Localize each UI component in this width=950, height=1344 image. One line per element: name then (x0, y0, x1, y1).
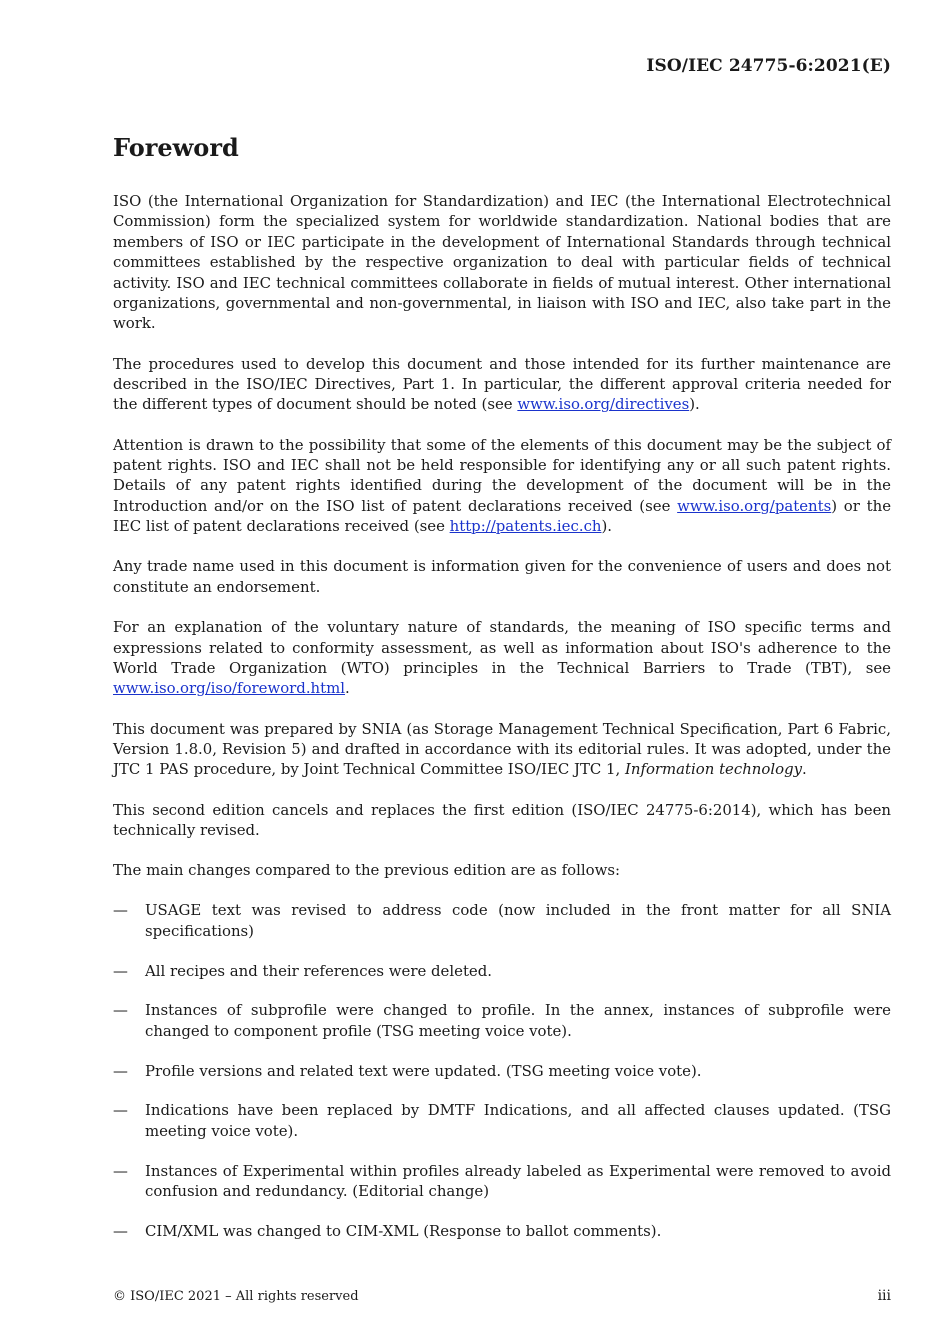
list-item (113, 1061, 891, 1081)
page-number: iii (877, 1288, 891, 1304)
paragraph-text: . (802, 760, 807, 779)
paragraph-text: Attention is drawn to the possibility that some of the elements of this document may be the subject of patent rights. ISO and IEC shall not be held responsible for identifying any or all such patent rights. Details of any patent rights identified during the development of the document will be in the Introduction and/or on the ISO list of patent declarations received (see (113, 435, 891, 515)
list-dash: — (113, 901, 128, 920)
iso-patents-link[interactable]: www.iso.org/patents (677, 496, 832, 515)
iec-patents-link[interactable]: http://patents.iec.ch (449, 517, 602, 536)
list-item (113, 1161, 891, 1202)
list-item (113, 1100, 891, 1141)
list-item (113, 1000, 891, 1041)
paragraph-text: . (345, 679, 350, 698)
list-item-text: Instances of subprofile were changed to profile. In the annex, instances of subprofile were changed to component profile (TSG meeting voice vote). (145, 1001, 891, 1040)
paragraph-text: For an explanation of the voluntary nature of standards, the meaning of ISO specific terms and expressions related to conformity assessment, as well as information about ISO's adherence to the World Trade Organization (WTO) principles in the Technical Barriers to Trade (TBT), see (113, 618, 891, 677)
iso-foreword-link[interactable]: www.iso.org/iso/foreword.html (113, 679, 346, 698)
paragraph-main-changes-intro: The main changes compared to the previous edition are as follows: (113, 861, 620, 880)
paragraph-trade-name: Any trade name used in this document is information given for the convenience of users and does not constitute an endorsement. (113, 557, 891, 596)
page-title: Foreword (113, 133, 239, 162)
list-item-text: CIM/XML was changed to CIM-XML (Response to ballot comments). (145, 1221, 662, 1240)
paragraph-voluntary-nature (113, 617, 891, 699)
directives-link[interactable]: www.iso.org/directives (517, 395, 690, 414)
list-item (113, 1221, 891, 1241)
list-dash: — (113, 1221, 128, 1240)
list-dash: — (113, 1161, 128, 1180)
list-item-text: USAGE text was revised to address code (now included in the front matter for all SNIA specifications) (145, 901, 891, 940)
list-dash: — (113, 961, 128, 980)
list-dash: — (113, 1061, 128, 1080)
list-item-text: All recipes and their references were deleted. (145, 961, 492, 980)
list-item-text: Profile versions and related text were updated. (TSG meeting voice vote). (145, 1061, 702, 1080)
list-item-text: Instances of Experimental within profiles already labeled as Experimental were removed to avoid confusion and redundancy. (Editorial change) (145, 1161, 891, 1200)
paragraph-text: The procedures used to develop this document and those intended for its further maintenance are described in the ISO/IEC Directives, Part 1. In particular, the different approval criteria needed for the different types of document should be noted (see (113, 354, 891, 414)
foreword-body (113, 191, 891, 1261)
paragraph-procedures (113, 354, 891, 415)
list-item (113, 900, 891, 941)
paragraph-text: This document was prepared by SNIA (as Storage Management Technical Specification, Part 6 Fabric, Version 1.8.0, Revision 5) and drafted in accordance with its editorial rules. It was adopted, under the JTC 1 PAS procedure, by Joint Technical Committee ISO/IEC JTC 1, (113, 719, 891, 779)
paragraph-text: ). (689, 395, 700, 414)
list-item-text: Indications have been replaced by DMTF Indications, and all affected clauses updated. (TSG meeting voice vote). (145, 1101, 891, 1140)
paragraph-iso-iec-intro: ISO (the International Organization for Standardization) and IEC (the International Electrotechnical Commission) form the specialized system for worldwide standardization. National bodies that are members of ISO or IEC participate in the development of International Standards through technical committees established by the respective organization to deal with particular fields of technical activity. ISO and IEC technical committees collaborate in fields of mutual interest. Other international organizations, governmental and non-governmental, in liaison with ISO and IEC, also take part in the work. (113, 192, 891, 333)
list-dash: — (113, 1001, 128, 1020)
paragraph-prepared-by (113, 719, 891, 780)
paragraph-text: ). (601, 517, 613, 536)
document-id-header: ISO/IEC 24775-6:2021(E) (646, 56, 891, 76)
paragraph-text: ) or the IEC list of patent declarations received (see (113, 496, 892, 536)
changes-list (113, 900, 891, 1241)
paragraph-patent-rights (113, 435, 891, 537)
list-item (113, 961, 891, 981)
committee-title-italic: Information technology (624, 760, 803, 779)
paragraph-second-edition: This second edition cancels and replaces the first edition (ISO/IEC 24775-6:2014), which has been technically revised. (113, 800, 891, 839)
list-dash: — (113, 1101, 128, 1120)
copyright-footer: © ISO/IEC 2021 – All rights reserved (113, 1289, 359, 1304)
